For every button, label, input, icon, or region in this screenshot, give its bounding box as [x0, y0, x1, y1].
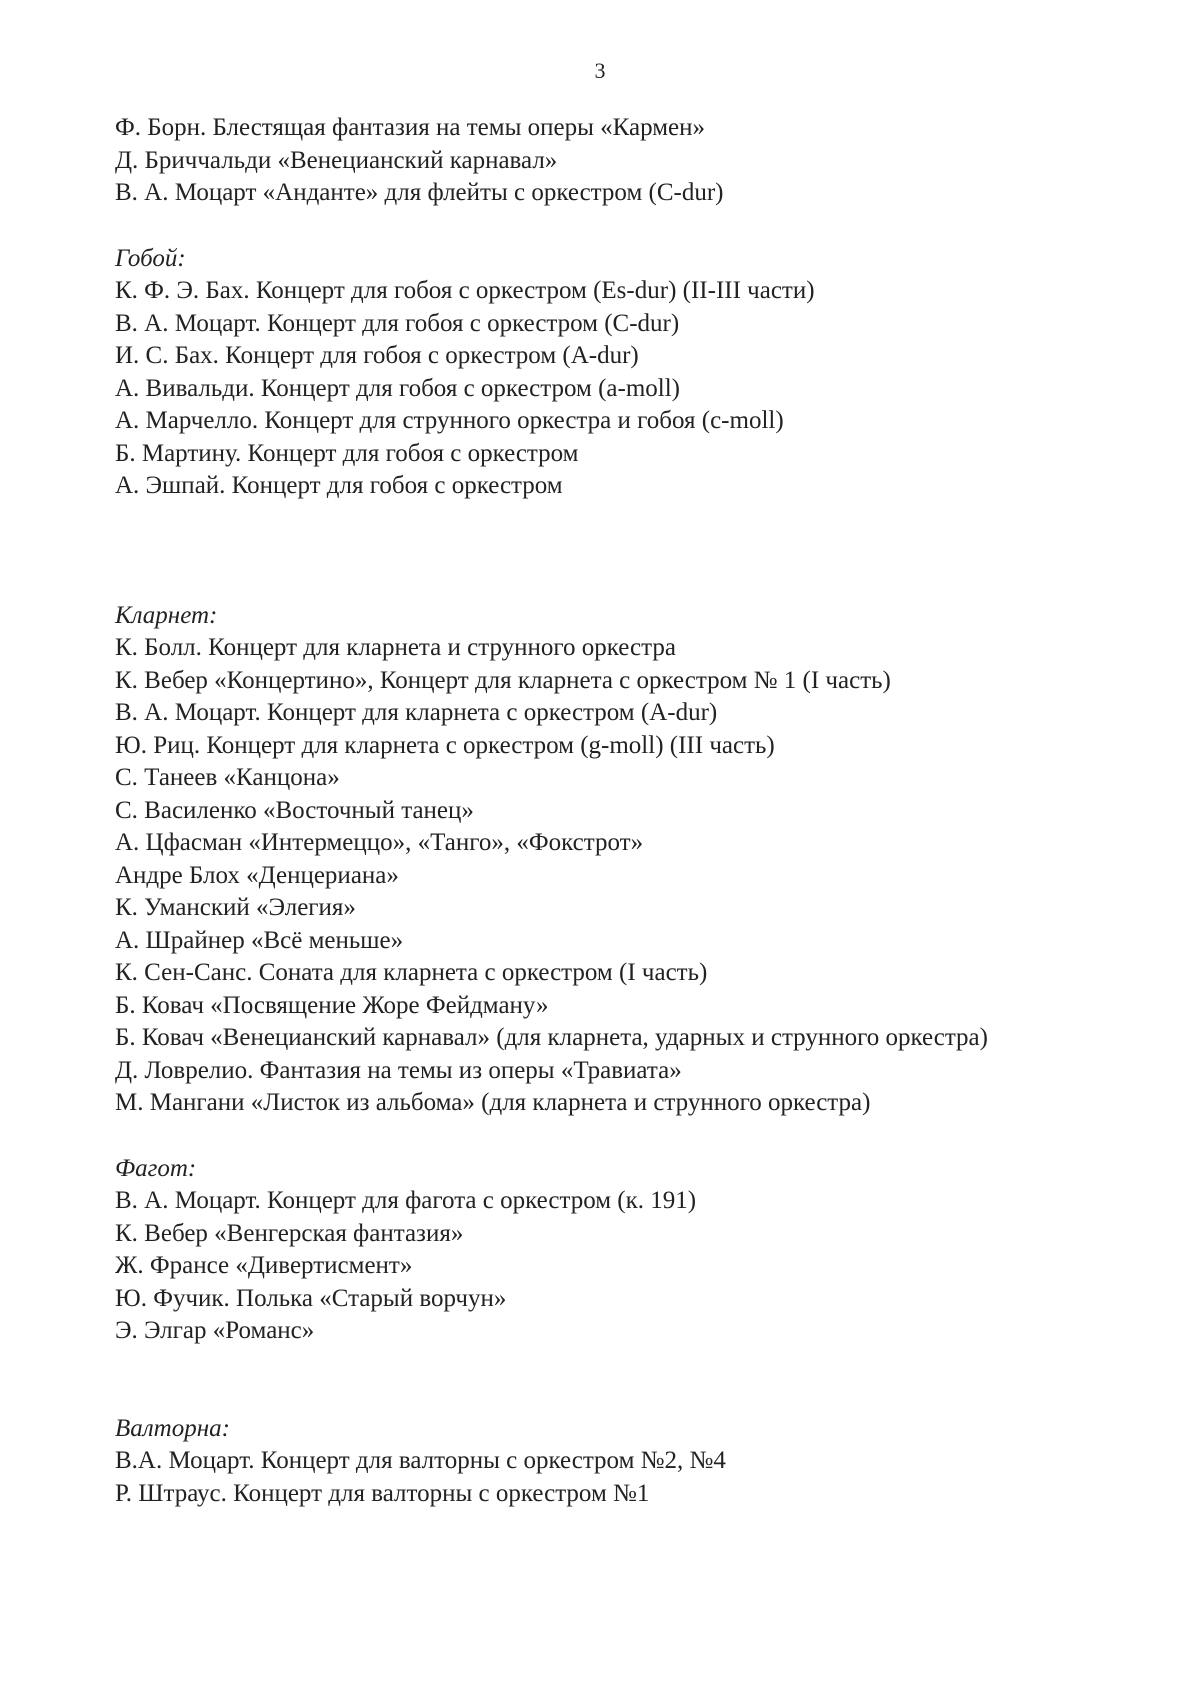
- list-item: В. А. Моцарт «Андантe» для флейты с оркестром (C-dur): [115, 179, 724, 206]
- list-item: А. Вивальди. Концерт для гобоя с оркестром (a-moll): [115, 374, 680, 402]
- list-item: А. Шрайнер «Всё меньше»: [115, 926, 404, 954]
- list-item: Ж. Франсе «Дивертисмент»: [115, 1252, 413, 1279]
- list-item: В. А. Моцарт. Концерт для кларнета с оркестром (A-dur): [115, 699, 718, 726]
- list-item: Ю. Риц. Концерт для кларнета с оркестром (g-moll) (III часть): [115, 731, 775, 759]
- list-item: Д. Бриччальди «Венецианский карнавал»: [115, 146, 558, 174]
- horn-section: [115, 1413, 1155, 1511]
- section-heading-horn: Валторна:: [115, 1414, 230, 1442]
- list-item: А. Цфасман «Интермеццо», «Танго», «Фокстрот»: [115, 829, 644, 856]
- list-item: В. А. Моцарт. Концерт для гобоя с оркестром (C-dur): [115, 309, 680, 337]
- list-item: К. Вебер «Концертино», Концерт для кларнета с оркестром № 1 (I часть): [115, 666, 891, 694]
- list-item: Б. Ковач «Посвящение Жоре Фейдману»: [115, 991, 549, 1019]
- bassoon-section: [115, 1153, 1155, 1348]
- list-item: С. Танеев «Канцона»: [115, 764, 340, 791]
- list-item: Андре Блох «Денцериана»: [115, 861, 399, 889]
- list-item: К. Болл. Концерт для кларнета и струнного оркестра: [115, 634, 676, 661]
- section-heading-oboe: Гобой:: [115, 244, 186, 272]
- list-item: Ф. Борн. Блестящая фантазия на темы оперы «Кармен»: [115, 114, 705, 141]
- list-item: Д. Ловрелио. Фантазия на темы из оперы «Травиата»: [115, 1056, 682, 1084]
- list-item: В.А. Моцарт. Концерт для валторны с оркестром №2, №4: [115, 1447, 726, 1474]
- list-item: К. Уманский «Элегия»: [115, 894, 356, 921]
- list-item: А. Марчелло. Концерт для струнного оркестра и гобоя (c-moll): [115, 407, 784, 434]
- list-item: А. Эшпай. Концерт для гобоя с оркестром: [115, 472, 563, 499]
- flute-section: [115, 112, 1155, 210]
- list-item: Р. Штраус. Концерт для валторны с оркестром №1: [115, 1479, 650, 1507]
- list-item: Б. Ковач «Венецианский карнавал» (для кларнета, ударных и струнного оркестра): [115, 1024, 988, 1051]
- list-item: В. А. Моцарт. Концерт для фагота с оркестром (к. 191): [115, 1187, 697, 1214]
- repertoire-list: [115, 112, 1155, 1510]
- clarinet-section: [115, 600, 1155, 1120]
- list-item: К. Сен-Санс. Соната для кларнета с оркестром (I часть): [115, 959, 708, 986]
- list-item: К. Ф. Э. Бах. Концерт для гобоя с оркестром (Es-dur) (II-III части): [115, 277, 815, 304]
- list-item: И. С. Бах. Концерт для гобоя с оркестром (A-dur): [115, 342, 639, 369]
- list-item: Ю. Фучик. Полька «Старый ворчун»: [115, 1284, 507, 1312]
- list-item: К. Вебер «Венгерская фантазия»: [115, 1219, 464, 1247]
- list-item: Э. Элгар «Романс»: [115, 1317, 315, 1344]
- section-heading-clarinet: Кларнет:: [115, 601, 218, 629]
- list-item: М. Мангани «Листок из альбома» (для кларнета и струнного оркестра): [115, 1089, 871, 1116]
- section-heading-bassoon: Фагот:: [115, 1154, 197, 1182]
- list-item: С. Василенко «Восточный танец»: [115, 796, 474, 824]
- page-number: 3: [594, 58, 606, 83]
- oboe-section: [115, 243, 1155, 503]
- list-item: Б. Мартину. Концерт для гобоя с оркестром: [115, 439, 579, 467]
